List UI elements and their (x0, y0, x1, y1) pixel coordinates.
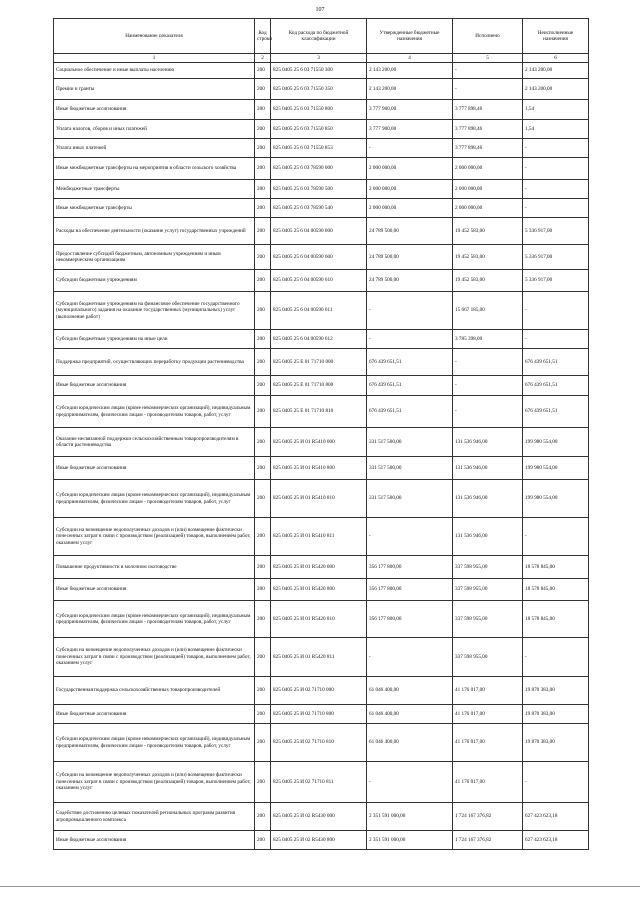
row-name: Оказание несвязанной поддержки сельскохозяйственным товаропроизводителям в области растениеводства (54, 428, 255, 457)
row-name: Содействие достижению целевых показателей региональных программ развития агропромышленного комплекса (54, 803, 255, 831)
row-line-code: 200 (255, 556, 271, 579)
row-line-code: 200 (255, 762, 271, 803)
row-remaining: 19 870 383,00 (523, 724, 589, 762)
column-number: 2 (255, 54, 271, 63)
row-name: Уплата иных платежей (54, 139, 255, 158)
table-row (54, 139, 589, 158)
row-remaining: 676 439 651,51 (523, 376, 589, 396)
row-expense-code: 825 0405 25 6 03 78590 000 (271, 158, 367, 180)
row-line-code: 200 (255, 803, 271, 831)
table-row (54, 245, 589, 270)
row-executed: 337 598 955,00 (453, 556, 523, 579)
row-line-code: 200 (255, 601, 271, 638)
row-name: Субсидии бюджетным учреждениям на финансовое обеспечение государственного (муниципального) задания на оказание государственных (муниципальных) услуг (выполнение работ) (54, 292, 255, 330)
row-expense-code: 825 0405 25 И 02 71710 000 (271, 677, 367, 705)
row-expense-code: 825 0405 25 И 02 71710 811 (271, 762, 367, 803)
row-expense-code: 825 0405 25 6 04 00590 612 (271, 330, 367, 349)
row-remaining: 199 980 554,00 (523, 480, 589, 518)
row-line-code: 200 (255, 120, 271, 139)
row-remaining: - (523, 139, 589, 158)
row-executed: - (453, 349, 523, 376)
row-name: Уплата налогов, сборов и иных платежей (54, 120, 255, 139)
row-expense-code: 825 0405 25 И 02 71710 800 (271, 705, 367, 724)
row-expense-code: 825 0405 25 6 03 71550 800 (271, 100, 367, 120)
row-name: Расходы на обеспечение деятельности (оказание услуг) государственных учреждений (54, 218, 255, 245)
row-executed: 131 536 946,00 (453, 457, 523, 480)
row-expense-code: 825 0405 25 6 04 00590 000 (271, 218, 367, 245)
row-remaining: - (523, 199, 589, 218)
row-executed: 2 000 000,00 (453, 199, 523, 218)
table-row (54, 724, 589, 762)
row-name: Поддержка предприятий, осуществляющих переработку продукции растениеводства (54, 349, 255, 376)
row-executed: 3 785 398,00 (453, 330, 523, 349)
table-row (54, 831, 589, 850)
row-line-code: 200 (255, 139, 271, 158)
row-line-code: 200 (255, 100, 271, 120)
table-row (54, 601, 589, 638)
row-expense-code: 825 0405 25 6 03 71550 853 (271, 139, 367, 158)
column-number: 1 (54, 54, 255, 63)
column-number-row (54, 54, 589, 63)
row-line-code: 200 (255, 218, 271, 245)
row-expense-code: 825 0405 25 6 04 00590 610 (271, 270, 367, 292)
row-line-code: 200 (255, 270, 271, 292)
header-name: Наименование показателя (54, 19, 255, 54)
row-approved: 331 517 500,00 (367, 428, 453, 457)
row-remaining: - (523, 762, 589, 803)
row-expense-code: 825 0405 25 И 01 R5420 810 (271, 601, 367, 638)
row-name: Государственная поддержка сельскохозяйственных товаропроизводителей (54, 677, 255, 705)
row-line-code: 200 (255, 330, 271, 349)
table-row (54, 677, 589, 705)
row-remaining: 199 980 554,00 (523, 428, 589, 457)
table-row (54, 270, 589, 292)
row-executed: 131 536 946,00 (453, 480, 523, 518)
row-remaining: - (523, 292, 589, 330)
row-expense-code: 825 0405 25 6 04 00590 600 (271, 245, 367, 270)
row-approved: 24 789 500,00 (367, 218, 453, 245)
column-number: 4 (367, 54, 453, 63)
row-name: Субсидии на возмещение недополученных доходов и (или) возмещение фактически понесенных затрат в связи с производством (реализацией) товаров, выполнением работ, оказанием услуг (54, 518, 255, 556)
row-approved: 2 000 000,00 (367, 180, 453, 199)
table-row (54, 349, 589, 376)
row-line-code: 200 (255, 579, 271, 601)
row-approved: 2 143 200,00 (367, 63, 453, 79)
row-approved: - (367, 762, 453, 803)
row-executed: 41 176 017,00 (453, 677, 523, 705)
row-expense-code: 825 0405 25 Е 01 71710 000 (271, 349, 367, 376)
row-approved: 2 000 000,00 (367, 158, 453, 180)
row-expense-code: 825 0405 25 И 01 R5410 811 (271, 518, 367, 556)
row-line-code: 200 (255, 79, 271, 100)
row-approved: 331 517 500,00 (367, 457, 453, 480)
row-expense-code: 825 0405 25 6 03 71550 850 (271, 120, 367, 139)
row-remaining: 5 336 917,00 (523, 270, 589, 292)
row-approved: 3 777 900,00 (367, 100, 453, 120)
row-approved: 356 177 800,00 (367, 579, 453, 601)
row-name: Субсидии бюджетным учреждениям (54, 270, 255, 292)
row-executed: 19 452 583,00 (453, 218, 523, 245)
table-row (54, 100, 589, 120)
row-line-code: 200 (255, 292, 271, 330)
row-name: Субсидии на возмещение недополученных доходов и (или) возмещение фактически понесенных затрат в связи с производством (реализацией) товаров, выполнением работ, оказанием услуг (54, 762, 255, 803)
row-name: Предоставление субсидий бюджетным, автономным учреждениям и иным некоммерческим организациям (54, 245, 255, 270)
row-executed: 337 598 955,00 (453, 601, 523, 638)
row-line-code: 200 (255, 245, 271, 270)
row-executed: 41 176 017,00 (453, 705, 523, 724)
row-expense-code: 825 0405 25 И 01 R5420 000 (271, 556, 367, 579)
row-executed: 1 724 167 376,82 (453, 831, 523, 850)
row-remaining: 19 870 383,00 (523, 705, 589, 724)
row-name: Иные бюджетные ассигнования (54, 579, 255, 601)
row-approved: - (367, 518, 453, 556)
row-executed: - (453, 63, 523, 79)
row-name: Субсидии юридическим лицам (кроме некоммерческих организаций), индивидуальным предпринимателям, физическим лицам - производителям товаров, работ, услуг (54, 724, 255, 762)
row-expense-code: 825 0405 25 И 01 R5420 811 (271, 638, 367, 677)
row-approved: 2 351 591 000,00 (367, 803, 453, 831)
row-line-code: 200 (255, 457, 271, 480)
column-number: 5 (453, 54, 523, 63)
row-approved: 61 046 400,00 (367, 677, 453, 705)
table-row (54, 180, 589, 199)
row-remaining: - (523, 158, 589, 180)
table-row (54, 376, 589, 396)
row-approved: 2 143 200,00 (367, 79, 453, 100)
row-approved: 2 351 591 000,00 (367, 831, 453, 850)
row-name: Субсидии юридическим лицам (кроме некоммерческих организаций), индивидуальным предпринимателям, физическим лицам - производителям товаров, работ, услуг (54, 601, 255, 638)
row-remaining: 627 423 623,18 (523, 831, 589, 850)
row-line-code: 200 (255, 158, 271, 180)
row-approved: 356 177 800,00 (367, 601, 453, 638)
row-remaining: 1,54 (523, 100, 589, 120)
row-name: Иные бюджетные ассигнования (54, 457, 255, 480)
table-row (54, 480, 589, 518)
row-name: Иные бюджетные ассигнования (54, 100, 255, 120)
bottom-divider (0, 886, 640, 887)
row-executed: 2 000 000,00 (453, 158, 523, 180)
row-name: Иные бюджетные ассигнования (54, 705, 255, 724)
row-expense-code: 825 0405 25 И 01 R5410 000 (271, 428, 367, 457)
row-line-code: 200 (255, 831, 271, 850)
row-remaining: - (523, 330, 589, 349)
row-name: Субсидии юридическим лицам (кроме некоммерческих организаций), индивидуальным предпринимателям, физическим лицам - производителям товаров, работ, услуг (54, 480, 255, 518)
table-row (54, 218, 589, 245)
row-name: Социальное обеспечение и иные выплаты населению (54, 63, 255, 79)
row-executed: 15 667 185,00 (453, 292, 523, 330)
row-line-code: 200 (255, 724, 271, 762)
row-remaining: 18 578 845,00 (523, 556, 589, 579)
header-row (54, 19, 589, 54)
row-remaining: 2 143 200,00 (523, 63, 589, 79)
row-remaining: 5 336 917,00 (523, 218, 589, 245)
row-executed: 3 777 898,46 (453, 120, 523, 139)
row-line-code: 200 (255, 199, 271, 218)
row-approved: 3 777 900,00 (367, 120, 453, 139)
row-name: Субсидии бюджетным учреждениям на иные цели (54, 330, 255, 349)
row-executed: - (453, 79, 523, 100)
row-remaining: 5 336 917,00 (523, 245, 589, 270)
row-executed: 3 777 898,46 (453, 139, 523, 158)
row-executed: 1 724 167 376,82 (453, 803, 523, 831)
row-name: Межбюджетные трансферты (54, 180, 255, 199)
row-remaining: 627 423 623,18 (523, 803, 589, 831)
column-number: 6 (523, 54, 589, 63)
row-executed: 41 176 017,00 (453, 762, 523, 803)
budget-execution-table (53, 18, 589, 850)
row-expense-code: 825 0405 25 И 02 R5430 800 (271, 831, 367, 850)
table-row (54, 79, 589, 100)
row-approved: 24 789 500,00 (367, 270, 453, 292)
row-line-code: 200 (255, 428, 271, 457)
row-approved: - (367, 292, 453, 330)
row-remaining: 199 980 554,00 (523, 457, 589, 480)
row-line-code: 200 (255, 180, 271, 199)
row-expense-code: 825 0405 25 6 03 78590 500 (271, 180, 367, 199)
header-approved: Утвержденные бюджетные назначения (367, 19, 453, 54)
row-name: Иные межбюджетные трансферты (54, 199, 255, 218)
row-expense-code: 825 0405 25 Е 01 71710 800 (271, 376, 367, 396)
row-name: Субсидии на возмещение недополученных доходов и (или) возмещение фактически понесенных затрат в связи с производством (реализацией) товаров, выполнением работ, оказанием услуг (54, 638, 255, 677)
row-approved: 356 177 800,00 (367, 556, 453, 579)
row-approved: 676 439 651,51 (367, 396, 453, 428)
row-executed: 3 777 898,46 (453, 100, 523, 120)
table-row (54, 330, 589, 349)
row-expense-code: 825 0405 25 6 04 00590 611 (271, 292, 367, 330)
row-line-code: 200 (255, 638, 271, 677)
row-name: Субсидии юридическим лицам (кроме некоммерческих организаций), индивидуальным предпринимателям, физическим лицам - производителям товаров, работ, услуг (54, 396, 255, 428)
row-approved: - (367, 638, 453, 677)
row-remaining: 1,54 (523, 120, 589, 139)
row-remaining: 19 870 383,00 (523, 677, 589, 705)
row-executed: 131 536 946,00 (453, 518, 523, 556)
row-name: Иные бюджетные ассигнования (54, 376, 255, 396)
row-remaining: - (523, 180, 589, 199)
row-expense-code: 825 0405 25 6 03 71550 350 (271, 79, 367, 100)
row-approved: 61 046 400,00 (367, 724, 453, 762)
row-executed: - (453, 396, 523, 428)
table-row (54, 428, 589, 457)
row-approved: 331 517 500,00 (367, 480, 453, 518)
row-remaining: 18 578 845,00 (523, 579, 589, 601)
table-row (54, 457, 589, 480)
row-expense-code: 825 0405 25 И 02 71710 810 (271, 724, 367, 762)
row-expense-code: 825 0405 25 И 01 R5410 800 (271, 457, 367, 480)
column-number: 3 (271, 54, 367, 63)
row-expense-code: 825 0405 25 Е 01 71710 810 (271, 396, 367, 428)
row-approved: 61 046 400,00 (367, 705, 453, 724)
row-expense-code: 825 0405 25 И 01 R5420 800 (271, 579, 367, 601)
page-number: 107 (315, 7, 325, 13)
row-approved: 24 789 500,00 (367, 245, 453, 270)
row-expense-code: 825 0405 25 И 01 R5410 810 (271, 480, 367, 518)
row-line-code: 200 (255, 677, 271, 705)
row-remaining: 676 439 651,51 (523, 396, 589, 428)
row-line-code: 200 (255, 518, 271, 556)
header-line-code: Код строки (255, 19, 271, 54)
table-row (54, 518, 589, 556)
table-row (54, 803, 589, 831)
table-row (54, 579, 589, 601)
row-executed: 337 598 955,00 (453, 638, 523, 677)
row-remaining: - (523, 638, 589, 677)
table-row (54, 638, 589, 677)
row-executed: - (453, 376, 523, 396)
table-row (54, 158, 589, 180)
row-approved: 2 000 000,00 (367, 199, 453, 218)
row-line-code: 200 (255, 63, 271, 79)
row-name: Иные межбюджетные трансферты на мероприятия в области сельского хозяйства (54, 158, 255, 180)
row-line-code: 200 (255, 480, 271, 518)
table-row (54, 292, 589, 330)
row-name: Иные бюджетные ассигнования (54, 831, 255, 850)
table-row (54, 556, 589, 579)
row-name: Повышение продуктивности в молочном скотоводстве (54, 556, 255, 579)
row-executed: 41 176 017,00 (453, 724, 523, 762)
table-row (54, 705, 589, 724)
row-line-code: 200 (255, 705, 271, 724)
row-executed: 19 452 583,00 (453, 245, 523, 270)
row-line-code: 200 (255, 376, 271, 396)
header-remaining: Неисполненные назначения (523, 19, 589, 54)
table-row (54, 63, 589, 79)
row-remaining: - (523, 518, 589, 556)
table-row (54, 396, 589, 428)
row-executed: 2 000 000,00 (453, 180, 523, 199)
row-executed: 19 452 583,00 (453, 270, 523, 292)
header-expense-code: Код расхода по бюджетной классификации (271, 19, 367, 54)
row-approved: 676 439 651,51 (367, 349, 453, 376)
row-approved: 676 439 651,51 (367, 376, 453, 396)
row-remaining: 676 439 651,51 (523, 349, 589, 376)
row-remaining: 18 578 845,00 (523, 601, 589, 638)
row-line-code: 200 (255, 349, 271, 376)
row-approved: - (367, 330, 453, 349)
row-executed: 337 598 955,00 (453, 579, 523, 601)
row-remaining: 2 143 200,00 (523, 79, 589, 100)
row-expense-code: 825 0405 25 И 02 R5430 000 (271, 803, 367, 831)
table-row (54, 199, 589, 218)
row-approved: - (367, 139, 453, 158)
row-expense-code: 825 0405 25 6 03 71550 300 (271, 63, 367, 79)
row-line-code: 200 (255, 396, 271, 428)
header-executed: Исполнено (453, 19, 523, 54)
row-expense-code: 825 0405 25 6 03 78590 540 (271, 199, 367, 218)
row-executed: 131 536 946,00 (453, 428, 523, 457)
row-name: Премии и гранты (54, 79, 255, 100)
table-row (54, 120, 589, 139)
table-row (54, 762, 589, 803)
